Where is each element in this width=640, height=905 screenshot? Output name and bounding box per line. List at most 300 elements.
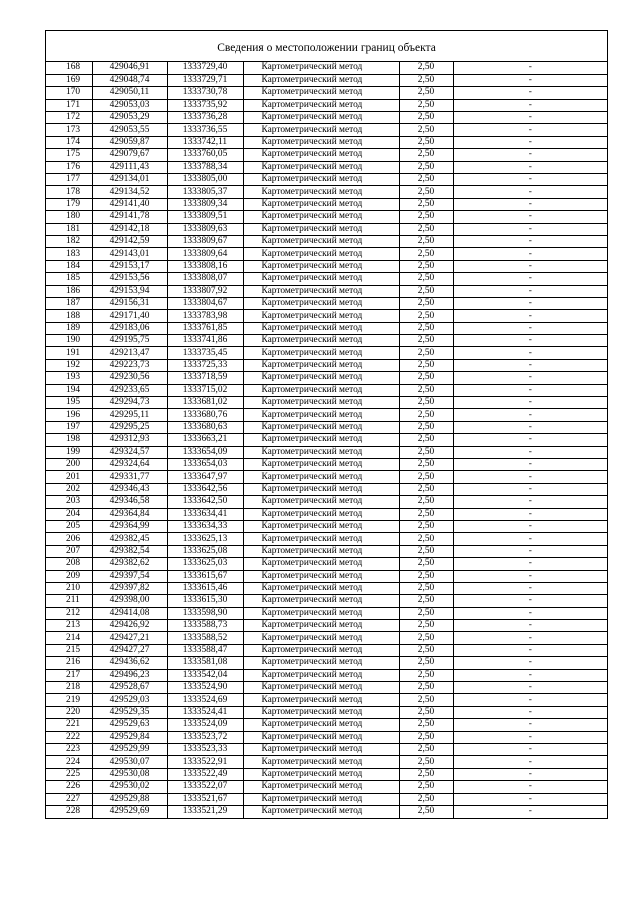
- method-cell: Картометрический метод: [243, 582, 399, 594]
- method-cell: Картометрический метод: [243, 161, 399, 173]
- y-coordinate-cell: 1333523,33: [167, 743, 243, 755]
- table-row: [46, 483, 607, 495]
- point-number-cell: 191: [46, 347, 92, 359]
- precision-cell: 2,50: [399, 359, 453, 371]
- table-row: [46, 99, 607, 111]
- y-coordinate-cell: 1333625,03: [167, 558, 243, 570]
- precision-cell: 2,50: [399, 421, 453, 433]
- y-coordinate-cell: 1333680,76: [167, 409, 243, 421]
- table-row: [46, 781, 607, 793]
- x-coordinate-cell: 429528,67: [92, 682, 167, 694]
- point-number-cell: 198: [46, 434, 92, 446]
- description-cell: -: [453, 446, 607, 458]
- point-number-cell: 202: [46, 483, 92, 495]
- y-coordinate-cell: 1333625,13: [167, 533, 243, 545]
- point-number-cell: 211: [46, 595, 92, 607]
- method-cell: Картометрический метод: [243, 174, 399, 186]
- precision-cell: 2,50: [399, 483, 453, 495]
- y-coordinate-cell: 1333663,21: [167, 434, 243, 446]
- method-cell: Картометрический метод: [243, 682, 399, 694]
- table-row: [46, 384, 607, 396]
- table-row: [46, 347, 607, 359]
- description-cell: -: [453, 186, 607, 198]
- description-cell: -: [453, 694, 607, 706]
- description-cell: -: [453, 62, 607, 74]
- point-number-cell: 175: [46, 149, 92, 161]
- description-cell: -: [453, 74, 607, 86]
- x-coordinate-cell: 429183,06: [92, 322, 167, 334]
- x-coordinate-cell: 429346,43: [92, 483, 167, 495]
- x-coordinate-cell: 429398,00: [92, 595, 167, 607]
- table-row: [46, 446, 607, 458]
- description-cell: -: [453, 545, 607, 557]
- y-coordinate-cell: 1333805,00: [167, 174, 243, 186]
- precision-cell: 2,50: [399, 756, 453, 768]
- point-number-cell: 200: [46, 459, 92, 471]
- description-cell: -: [453, 99, 607, 111]
- method-cell: Картометрический метод: [243, 87, 399, 99]
- x-coordinate-cell: 429053,03: [92, 99, 167, 111]
- y-coordinate-cell: 1333741,86: [167, 335, 243, 347]
- table-row: [46, 582, 607, 594]
- table-row: [46, 235, 607, 247]
- description-cell: -: [453, 409, 607, 421]
- y-coordinate-cell: 1333742,11: [167, 136, 243, 148]
- point-number-cell: 190: [46, 335, 92, 347]
- method-cell: Картометрический метод: [243, 421, 399, 433]
- table-row: [46, 545, 607, 557]
- precision-cell: 2,50: [399, 310, 453, 322]
- table-row: [46, 520, 607, 532]
- table-row: [46, 657, 607, 669]
- x-coordinate-cell: 429382,54: [92, 545, 167, 557]
- x-coordinate-cell: 429529,99: [92, 743, 167, 755]
- x-coordinate-cell: 429134,01: [92, 174, 167, 186]
- table-row: [46, 397, 607, 409]
- table-row: [46, 359, 607, 371]
- x-coordinate-cell: 429529,84: [92, 731, 167, 743]
- point-number-cell: 225: [46, 768, 92, 780]
- x-coordinate-cell: 429053,55: [92, 124, 167, 136]
- y-coordinate-cell: 1333809,34: [167, 198, 243, 210]
- table-row: [46, 607, 607, 619]
- table-row: [46, 756, 607, 768]
- description-cell: -: [453, 235, 607, 247]
- x-coordinate-cell: 429111,43: [92, 161, 167, 173]
- precision-cell: 2,50: [399, 384, 453, 396]
- point-number-cell: 228: [46, 805, 92, 817]
- table-row: [46, 496, 607, 508]
- description-cell: -: [453, 397, 607, 409]
- y-coordinate-cell: 1333736,55: [167, 124, 243, 136]
- x-coordinate-cell: 429142,59: [92, 235, 167, 247]
- precision-cell: 2,50: [399, 273, 453, 285]
- method-cell: Картометрический метод: [243, 731, 399, 743]
- method-cell: Картометрический метод: [243, 706, 399, 718]
- precision-cell: 2,50: [399, 409, 453, 421]
- precision-cell: 2,50: [399, 731, 453, 743]
- description-cell: -: [453, 706, 607, 718]
- table-row: [46, 273, 607, 285]
- precision-cell: 2,50: [399, 682, 453, 694]
- method-cell: Картометрический метод: [243, 310, 399, 322]
- point-number-cell: 219: [46, 694, 92, 706]
- table-row: [46, 372, 607, 384]
- point-number-cell: 208: [46, 558, 92, 570]
- table-row: [46, 632, 607, 644]
- y-coordinate-cell: 1333625,08: [167, 545, 243, 557]
- point-number-cell: 223: [46, 743, 92, 755]
- precision-cell: 2,50: [399, 694, 453, 706]
- x-coordinate-cell: 429153,56: [92, 273, 167, 285]
- x-coordinate-cell: 429427,21: [92, 632, 167, 644]
- precision-cell: 2,50: [399, 533, 453, 545]
- description-cell: -: [453, 483, 607, 495]
- y-coordinate-cell: 1333522,07: [167, 781, 243, 793]
- method-cell: Картометрический метод: [243, 248, 399, 260]
- table-row: [46, 508, 607, 520]
- table-row: [46, 136, 607, 148]
- description-cell: -: [453, 87, 607, 99]
- method-cell: Картометрический метод: [243, 198, 399, 210]
- precision-cell: 2,50: [399, 545, 453, 557]
- y-coordinate-cell: 1333647,97: [167, 471, 243, 483]
- precision-cell: 2,50: [399, 149, 453, 161]
- description-cell: -: [453, 719, 607, 731]
- method-cell: Картометрический метод: [243, 620, 399, 632]
- point-number-cell: 187: [46, 297, 92, 309]
- point-number-cell: 179: [46, 198, 92, 210]
- method-cell: Картометрический метод: [243, 322, 399, 334]
- precision-cell: 2,50: [399, 223, 453, 235]
- description-cell: -: [453, 508, 607, 520]
- boundary-table-sheet: [45, 30, 608, 819]
- description-cell: -: [453, 198, 607, 210]
- method-cell: Картометрический метод: [243, 372, 399, 384]
- point-number-cell: 216: [46, 657, 92, 669]
- point-number-cell: 203: [46, 496, 92, 508]
- method-cell: Картометрический метод: [243, 558, 399, 570]
- x-coordinate-cell: 429295,11: [92, 409, 167, 421]
- point-number-cell: 188: [46, 310, 92, 322]
- table-row: [46, 310, 607, 322]
- x-coordinate-cell: 429046,91: [92, 62, 167, 74]
- y-coordinate-cell: 1333807,92: [167, 285, 243, 297]
- x-coordinate-cell: 429171,40: [92, 310, 167, 322]
- method-cell: Картометрический метод: [243, 62, 399, 74]
- precision-cell: 2,50: [399, 793, 453, 805]
- x-coordinate-cell: 429346,58: [92, 496, 167, 508]
- point-number-cell: 212: [46, 607, 92, 619]
- point-number-cell: 226: [46, 781, 92, 793]
- method-cell: Картометрический метод: [243, 446, 399, 458]
- description-cell: -: [453, 459, 607, 471]
- point-number-cell: 213: [46, 620, 92, 632]
- method-cell: Картометрический метод: [243, 74, 399, 86]
- precision-cell: 2,50: [399, 174, 453, 186]
- description-cell: -: [453, 632, 607, 644]
- point-number-cell: 227: [46, 793, 92, 805]
- precision-cell: 2,50: [399, 471, 453, 483]
- precision-cell: 2,50: [399, 62, 453, 74]
- method-cell: Картометрический метод: [243, 384, 399, 396]
- method-cell: Картометрический метод: [243, 644, 399, 656]
- description-cell: -: [453, 310, 607, 322]
- precision-cell: 2,50: [399, 632, 453, 644]
- description-cell: -: [453, 533, 607, 545]
- table-row: [46, 112, 607, 124]
- description-cell: -: [453, 273, 607, 285]
- x-coordinate-cell: 429529,69: [92, 805, 167, 817]
- y-coordinate-cell: 1333598,90: [167, 607, 243, 619]
- description-cell: -: [453, 174, 607, 186]
- table-row: [46, 409, 607, 421]
- y-coordinate-cell: 1333634,41: [167, 508, 243, 520]
- precision-cell: 2,50: [399, 781, 453, 793]
- y-coordinate-cell: 1333715,02: [167, 384, 243, 396]
- method-cell: Картометрический метод: [243, 483, 399, 495]
- description-cell: -: [453, 347, 607, 359]
- table-row: [46, 87, 607, 99]
- y-coordinate-cell: 1333588,47: [167, 644, 243, 656]
- precision-cell: 2,50: [399, 768, 453, 780]
- x-coordinate-cell: 429142,18: [92, 223, 167, 235]
- description-cell: -: [453, 520, 607, 532]
- y-coordinate-cell: 1333588,73: [167, 620, 243, 632]
- description-cell: -: [453, 372, 607, 384]
- description-cell: -: [453, 595, 607, 607]
- x-coordinate-cell: 429427,27: [92, 644, 167, 656]
- method-cell: Картометрический метод: [243, 285, 399, 297]
- y-coordinate-cell: 1333524,09: [167, 719, 243, 731]
- precision-cell: 2,50: [399, 248, 453, 260]
- x-coordinate-cell: 429153,94: [92, 285, 167, 297]
- y-coordinate-cell: 1333808,16: [167, 260, 243, 272]
- method-cell: Картометрический метод: [243, 136, 399, 148]
- table-row: [46, 706, 607, 718]
- table-row: [46, 533, 607, 545]
- precision-cell: 2,50: [399, 297, 453, 309]
- description-cell: -: [453, 359, 607, 371]
- table-row: [46, 620, 607, 632]
- description-cell: -: [453, 793, 607, 805]
- method-cell: Картометрический метод: [243, 359, 399, 371]
- table-row: [46, 558, 607, 570]
- precision-cell: 2,50: [399, 805, 453, 817]
- precision-cell: 2,50: [399, 496, 453, 508]
- description-cell: -: [453, 768, 607, 780]
- point-number-cell: 174: [46, 136, 92, 148]
- point-number-cell: 218: [46, 682, 92, 694]
- precision-cell: 2,50: [399, 335, 453, 347]
- description-cell: -: [453, 223, 607, 235]
- precision-cell: 2,50: [399, 124, 453, 136]
- point-number-cell: 169: [46, 74, 92, 86]
- description-cell: -: [453, 136, 607, 148]
- description-cell: -: [453, 335, 607, 347]
- y-coordinate-cell: 1333523,72: [167, 731, 243, 743]
- point-number-cell: 184: [46, 260, 92, 272]
- x-coordinate-cell: 429223,73: [92, 359, 167, 371]
- description-cell: -: [453, 682, 607, 694]
- table-row: [46, 743, 607, 755]
- method-cell: Картометрический метод: [243, 211, 399, 223]
- point-number-cell: 207: [46, 545, 92, 557]
- point-number-cell: 168: [46, 62, 92, 74]
- y-coordinate-cell: 1333804,67: [167, 297, 243, 309]
- x-coordinate-cell: 429050,11: [92, 87, 167, 99]
- x-coordinate-cell: 429529,63: [92, 719, 167, 731]
- description-cell: -: [453, 558, 607, 570]
- description-cell: -: [453, 211, 607, 223]
- point-number-cell: 171: [46, 99, 92, 111]
- description-cell: -: [453, 322, 607, 334]
- table-row: [46, 186, 607, 198]
- point-number-cell: 189: [46, 322, 92, 334]
- x-coordinate-cell: 429048,74: [92, 74, 167, 86]
- table-row: [46, 174, 607, 186]
- description-cell: -: [453, 620, 607, 632]
- table-row: [46, 694, 607, 706]
- x-coordinate-cell: 429141,78: [92, 211, 167, 223]
- y-coordinate-cell: 1333615,67: [167, 570, 243, 582]
- method-cell: Картометрический метод: [243, 669, 399, 681]
- table-row: [46, 805, 607, 817]
- table-row: [46, 74, 607, 86]
- x-coordinate-cell: 429530,08: [92, 768, 167, 780]
- method-cell: Картометрический метод: [243, 223, 399, 235]
- method-cell: Картометрический метод: [243, 694, 399, 706]
- point-number-cell: 177: [46, 174, 92, 186]
- y-coordinate-cell: 1333788,34: [167, 161, 243, 173]
- method-cell: Картометрический метод: [243, 768, 399, 780]
- table-row: [46, 322, 607, 334]
- precision-cell: 2,50: [399, 235, 453, 247]
- point-number-cell: 204: [46, 508, 92, 520]
- y-coordinate-cell: 1333642,50: [167, 496, 243, 508]
- x-coordinate-cell: 429496,23: [92, 669, 167, 681]
- y-coordinate-cell: 1333808,07: [167, 273, 243, 285]
- y-coordinate-cell: 1333680,63: [167, 421, 243, 433]
- precision-cell: 2,50: [399, 136, 453, 148]
- x-coordinate-cell: 429153,17: [92, 260, 167, 272]
- description-cell: -: [453, 434, 607, 446]
- point-number-cell: 170: [46, 87, 92, 99]
- table-row: [46, 124, 607, 136]
- method-cell: Картометрический метод: [243, 459, 399, 471]
- y-coordinate-cell: 1333725,33: [167, 359, 243, 371]
- point-number-cell: 197: [46, 421, 92, 433]
- method-cell: Картометрический метод: [243, 149, 399, 161]
- point-number-cell: 180: [46, 211, 92, 223]
- point-number-cell: 224: [46, 756, 92, 768]
- description-cell: -: [453, 756, 607, 768]
- description-cell: -: [453, 582, 607, 594]
- point-number-cell: 201: [46, 471, 92, 483]
- method-cell: Картометрический метод: [243, 434, 399, 446]
- point-number-cell: 222: [46, 731, 92, 743]
- precision-cell: 2,50: [399, 582, 453, 594]
- description-cell: -: [453, 743, 607, 755]
- description-cell: -: [453, 112, 607, 124]
- point-number-cell: 186: [46, 285, 92, 297]
- table-row: [46, 731, 607, 743]
- point-number-cell: 206: [46, 533, 92, 545]
- method-cell: Картометрический метод: [243, 496, 399, 508]
- y-coordinate-cell: 1333581,08: [167, 657, 243, 669]
- method-cell: Картометрический метод: [243, 756, 399, 768]
- x-coordinate-cell: 429233,65: [92, 384, 167, 396]
- table-row: [46, 161, 607, 173]
- x-coordinate-cell: 429364,99: [92, 520, 167, 532]
- x-coordinate-cell: 429530,07: [92, 756, 167, 768]
- x-coordinate-cell: 429436,62: [92, 657, 167, 669]
- x-coordinate-cell: 429156,31: [92, 297, 167, 309]
- table-row: [46, 211, 607, 223]
- precision-cell: 2,50: [399, 347, 453, 359]
- precision-cell: 2,50: [399, 186, 453, 198]
- x-coordinate-cell: 429324,64: [92, 459, 167, 471]
- method-cell: Картометрический метод: [243, 781, 399, 793]
- precision-cell: 2,50: [399, 322, 453, 334]
- point-number-cell: 181: [46, 223, 92, 235]
- y-coordinate-cell: 1333736,28: [167, 112, 243, 124]
- y-coordinate-cell: 1333524,41: [167, 706, 243, 718]
- precision-cell: 2,50: [399, 595, 453, 607]
- point-number-cell: 182: [46, 235, 92, 247]
- description-cell: -: [453, 657, 607, 669]
- point-number-cell: 214: [46, 632, 92, 644]
- description-cell: -: [453, 669, 607, 681]
- description-cell: -: [453, 149, 607, 161]
- y-coordinate-cell: 1333588,52: [167, 632, 243, 644]
- description-cell: -: [453, 607, 607, 619]
- precision-cell: 2,50: [399, 459, 453, 471]
- y-coordinate-cell: 1333542,04: [167, 669, 243, 681]
- precision-cell: 2,50: [399, 434, 453, 446]
- y-coordinate-cell: 1333522,91: [167, 756, 243, 768]
- table-row: [46, 595, 607, 607]
- x-coordinate-cell: 429382,45: [92, 533, 167, 545]
- x-coordinate-cell: 429143,01: [92, 248, 167, 260]
- method-cell: Картометрический метод: [243, 409, 399, 421]
- y-coordinate-cell: 1333809,63: [167, 223, 243, 235]
- y-coordinate-cell: 1333634,33: [167, 520, 243, 532]
- method-cell: Картометрический метод: [243, 805, 399, 817]
- y-coordinate-cell: 1333654,09: [167, 446, 243, 458]
- table-row: [46, 570, 607, 582]
- y-coordinate-cell: 1333809,67: [167, 235, 243, 247]
- table-row: [46, 297, 607, 309]
- y-coordinate-cell: 1333524,90: [167, 682, 243, 694]
- y-coordinate-cell: 1333735,92: [167, 99, 243, 111]
- precision-cell: 2,50: [399, 397, 453, 409]
- precision-cell: 2,50: [399, 372, 453, 384]
- point-number-cell: 193: [46, 372, 92, 384]
- method-cell: Картометрический метод: [243, 545, 399, 557]
- table-row: [46, 793, 607, 805]
- precision-cell: 2,50: [399, 285, 453, 297]
- table-row: [46, 223, 607, 235]
- y-coordinate-cell: 1333783,98: [167, 310, 243, 322]
- description-cell: -: [453, 421, 607, 433]
- table-row: [46, 644, 607, 656]
- point-number-cell: 215: [46, 644, 92, 656]
- method-cell: Картометрический метод: [243, 273, 399, 285]
- y-coordinate-cell: 1333681,02: [167, 397, 243, 409]
- table-body: [46, 62, 607, 818]
- precision-cell: 2,50: [399, 520, 453, 532]
